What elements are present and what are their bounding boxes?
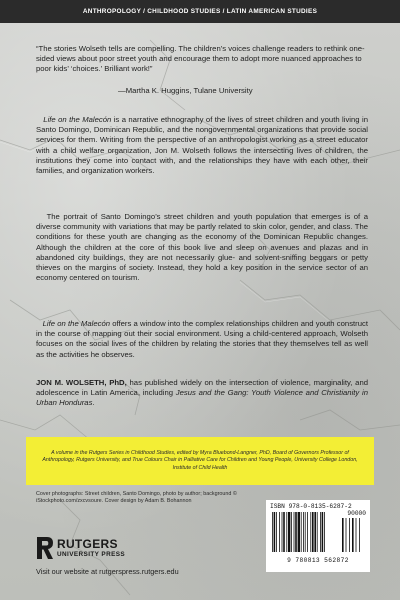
barcode-bar (307, 512, 308, 552)
series-info-box (26, 437, 374, 485)
author-name: JON M. WOLSETH, PhD, (36, 378, 127, 387)
book-title-inline: Life on the Malecón (42, 319, 110, 328)
author-bio-end: . (92, 398, 95, 408)
barcode-bar (322, 512, 324, 552)
barcode-bar (356, 518, 357, 552)
description-paragraph-1 (36, 115, 368, 176)
barcode-bar (349, 518, 350, 552)
barcode-bars (270, 512, 366, 556)
barcode-bar (298, 512, 300, 552)
barcode-bar (346, 518, 347, 552)
barcode-bar (305, 512, 306, 552)
author-bio (36, 378, 368, 409)
description-text: offers a window into the complex relationships children and youth construct in the course of mapping out their social environment. Using a child-centered approach, Wolseth focuses on the social lives of the children by relating the stories that they themselves tell as well as the activities he observes. (36, 319, 368, 359)
barcode-bar (320, 512, 321, 552)
description-paragraph-2 (36, 212, 368, 283)
rutgers-r-logo-icon (37, 537, 53, 559)
barcode-bar (303, 512, 304, 552)
barcode-bar (272, 512, 273, 552)
barcode-bar (274, 512, 276, 552)
book-title-inline: Life on the Malecón (43, 115, 112, 124)
barcode-digits: 9 780813 562872 (287, 557, 349, 564)
barcode-bar (317, 512, 318, 552)
isbn-barcode (266, 500, 370, 572)
category-text: ANTHROPOLOGY / CHILDHOOD STUDIES / LATIN AMERICAN STUDIES (82, 8, 318, 15)
barcode-bar (282, 512, 283, 552)
barcode-bar (312, 512, 314, 552)
barcode-bar (310, 512, 311, 552)
barcode-bar (352, 518, 354, 552)
category-bar (0, 0, 400, 23)
author-previous-book: Jesus and the Gang: Youth Violence and Christianity in Urban Honduras (36, 388, 368, 408)
barcode-bar (286, 512, 287, 552)
author-bio-text: has published widely on the intersection of violence, marginality, and adolescence in Latin America, including (36, 378, 368, 398)
description-text: The portrait of Santo Domingo’s street children and youth population that emerges is of a diverse community with variations that may be partly related to skin color, gender, and class. The conditions for these youth are changing as the economy of the Dominican Republic changes. Although the children at the core of this book live and sleep on avenues and plazas and in abandoned city buildings, they are not necessarily glue- and solvent-sniffing beggars or petty thieves on the margins of society. Instead, they hold a key position in the service sector of an economy centered on tourism. (36, 212, 368, 283)
price-code: 90000 (347, 510, 366, 517)
barcode-bar (359, 518, 360, 552)
barcode-bar (288, 512, 290, 552)
barcode-bar (314, 512, 316, 552)
isbn-number: ISBN 978-0-8135-6287-2 (270, 503, 352, 510)
barcode-bar (283, 512, 285, 552)
endorsement-attribution: —Martha K. Huggins, Tulane University (118, 86, 253, 95)
barcode-bar (276, 512, 277, 552)
description-paragraph-3 (36, 319, 368, 360)
description-text: is a narrative ethnography of the lives of street children and youth living in Santo Domingo, Dominican Republic, and the nongovernmental organizations that provide social services for them. Writing from the perspective of an anthropologist working as a street educator with a child welfare organization, Jon M. Wolseth follows the intersecting lives of children, the institutions they come into contact with, and the relationships they have with each other, their families, and organization workers. (36, 115, 368, 176)
barcode-bar (294, 512, 295, 552)
barcode-bar (324, 512, 325, 552)
barcode-bar (301, 512, 302, 552)
barcode-bar (295, 512, 297, 552)
endorsement-quote: “The stories Wolseth tells are compelling. The children’s voices challenge readers to rethink one-sided views about poor street youth and encourage them to adopt more nuanced approaches to poor kids’ ‘choices.’ Brilliant work!” (36, 44, 365, 74)
publisher-subname: UNIVERSITY PRESS (57, 550, 126, 558)
publisher-name: RUTGERS (57, 536, 118, 551)
barcode-bar (342, 518, 344, 552)
publisher-logo (37, 537, 125, 559)
barcode-bar (279, 512, 280, 552)
barcode-bar (291, 512, 292, 552)
publisher-website: Visit our website at rutgerspress.rutgers.edu (36, 567, 179, 576)
cover-credits: Cover photographs: Street children, Santo Domingo, photo by author; background © iStockphoto.com/zxcvsoure. Cover design by Adam B. Bohannon (36, 491, 237, 505)
series-info-text: A volume in the Rutgers Series in Childhood Studies, edited by Myra Bluebond-Langner, PhD, Board of Governors Professor of Anthropology, Rutgers University, and True Colours Chair in Palliative Care for Children and Young People, University College London, Institute of Child Health (42, 450, 358, 471)
